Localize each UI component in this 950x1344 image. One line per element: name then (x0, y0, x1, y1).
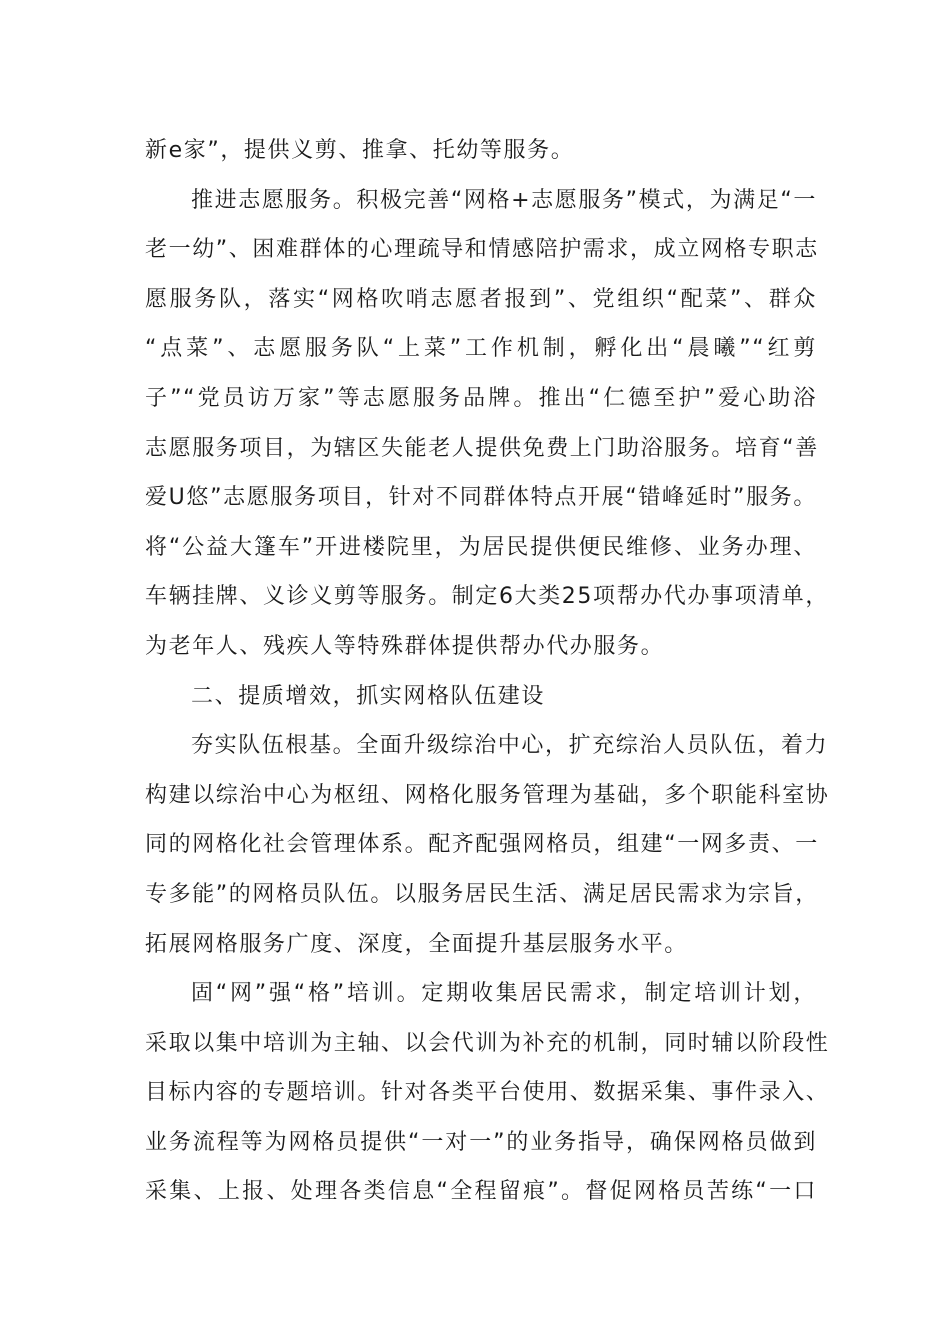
text-line: 构建以综治中心为枢纽、网格化服务管理为基础，多个职能科室协 (145, 782, 830, 808)
text-line: 志愿服务项目，为辖区失能老人提供免费上门助浴服务。培育“善 (145, 435, 819, 461)
text-line: 业务流程等为网格员提供“一对一”的业务指导，确保网格员做到 (145, 1129, 817, 1155)
section-heading: 二、提质增效，抓实网格队伍建设 (191, 683, 546, 709)
text-line: 子”“党员访万家”等志愿服务品牌。推出“仁德至护”爱心助浴 (145, 385, 817, 411)
text-line: 推进志愿服务。积极完善“网格+志愿服务”模式，为满足“一 (191, 187, 817, 213)
text-line: 同的网格化社会管理体系。配齐配强网格员，组建“一网多责、一 (145, 832, 819, 858)
text-line: 爱U悠”志愿服务项目，针对不同群体特点开展“错峰延时”服务。 (145, 485, 817, 511)
text-line: 老一幼”、困难群体的心理疏导和情感陪护需求，成立网格专职志 (145, 237, 819, 263)
text-line: 采集、上报、处理各类信息“全程留痕”。督促网格员苦练“一口 (145, 1179, 817, 1205)
text-line: 为老年人、残疾人等特殊群体提供帮办代办服务。 (145, 633, 665, 659)
text-line: 拓展网格服务广度、深度，全面提升基层服务水平。 (145, 931, 688, 957)
text-line: 愿服务队，落实“网格吹哨志愿者报到”、党组织“配菜”、群众 (145, 286, 817, 312)
text-line: 专多能”的网格员队伍。以服务居民生活、满足居民需求为宗旨， (145, 881, 819, 907)
text-line: 车辆挂牌、义诊义剪等服务。制定6大类25项帮办代办事项清单， (145, 584, 829, 610)
text-line: 目标内容的专题培训。针对各类平台使用、数据采集、事件录入、 (145, 1080, 830, 1106)
text-line: “点菜”、志愿服务队“上菜”工作机制，孵化出“晨曦”“红剪 (145, 336, 817, 362)
text-line: 固“网”强“格”培训。定期收集居民需求，制定培训计划， (191, 981, 817, 1007)
text-line: 将“公益大篷车”开进楼院里，为居民提供便民维修、业务办理、 (145, 534, 817, 560)
text-line: 新e家”，提供义剪、推拿、托幼等服务。 (145, 138, 575, 163)
document-body (145, 126, 830, 1217)
text-line: 采取以集中培训为主轴、以会代训为补充的机制，同时辅以阶段性 (145, 1030, 830, 1056)
text-line: 夯实队伍根基。全面升级综治中心，扩充综治人员队伍，着力 (191, 733, 829, 759)
